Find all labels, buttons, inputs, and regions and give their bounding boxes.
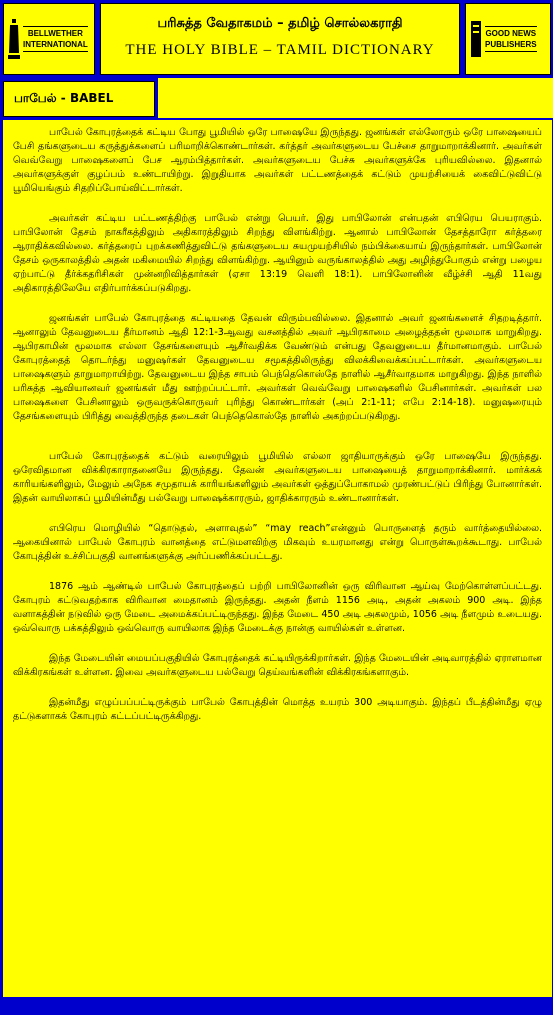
topic-frame [0,78,158,120]
right-logo-line1: GOOD NEWS [485,29,537,38]
content-frame [0,118,553,1015]
paragraph: இந்த மேடையின் மையப்பகுதியில் கோபுரத்தைக் கட்டியிருக்கிறார்கள். இந்த மேடையின் அடிவாரத்தில் ஏராளமான விக்கிரகங்கள் உள்ளன. இவை அவர்களுடைய பல்வேறு தெய்வங்களின் விக்கிரகங்களாகும். [13,653,542,678]
right-logo-text [485,26,537,52]
paragraph: எபிரெய மொழியில் “தொடுதல், அளாவுதல்” “may reach”என்னும் பொருளைத் தரும் வார்த்தையில்லை. ஆகையினால் பாபேல் கோபுரம் வானத்தை எட்டுமளவிற்கு மிகவும் உயரமானது என்று பொருள்கூறக்கூடாது. பாபேல் கோபுத்தின் உச்சிப்பகுதி வானங்களுக்கு அர்ப்பணிக்கப்பட்டது. [13,523,542,562]
publisher-logo-left [3,3,95,75]
left-logo-line2: INTERNATIONAL [23,40,88,49]
title-box [100,3,460,75]
right-logo-line2: PUBLISHERS [485,40,537,49]
topic-box [3,81,155,117]
article-body [3,120,552,997]
bellwether-icon [8,17,20,61]
publisher-logo-right [465,3,551,75]
paragraph: இதன்மீது எழுப்பப்பட்டிருக்கும் பாபேல் கோபுத்தின் மொத்த உயரம் 300 அடியாகும். இந்தப் பீடத்தின்மீது ஏழு தட்டுகளாகக் கோபுரம் கட்டப்பட்டிருக்கிறது. [13,697,542,722]
header-bar [0,0,553,78]
book-icon [470,17,482,61]
paragraph: பாபேல் கோபுரத்தைக் கட்டிய போது பூமியில் ஒரே பாஷையே இருந்தது. ஜனங்கள் எல்லோரும் ஒரே பாஷையைப் பேசி தங்களுடைய கருத்துக்களைப் பரிமாறிக்கொண்டார்கள். கர்த்தர் அவர்களுடைய பேச்சை தாறுமாறாக்கினார். அவர்கள் வெவ்வேறு பாஷைகளைப் பேச ஆரம்பித்தார்கள். அவர்களுடைய பேச்சு அவர்களுக்கே புரியவில்லை. இதனால் அவர்களுக்குள் குழப்பம் உண்டாயிற்று. இறுதியாக அவர்கள் பட்டணத்தைக் கட்டும் முயற்சியைக் கைவிட்டுவிட்டு பூமியெங்கும் சிதறிப்போய்விட்டார்கள். [13,127,542,194]
paragraph: 1876 ஆம் ஆண்டில் பாபேல் கோபுரத்தைப் பற்றி பாபிலோனின் ஒரு விரிவான ஆய்வு மேற்கொள்ளப்பட்டது. கோபுரம் கட்டுவதற்காக விரிவான மைதானம் இருந்தது. அதன் நீளம் 1156 அடி, அதன் அகலம் 900 அடி. இந்த வளாகத்தின் நடுவில் ஒரு மேடை அமைக்கப்பட்டிருந்தது. இந்த மேடை 450 அடி அகலமும், 1056 அடி நீளமும் உடையது. ஒவ்வொரு பக்கத்திலும் ஒவ்வொரு வாயிலாக இந்த மேடைக்கு நான்கு வாயில்கள் உள்ளன. [13,581,542,634]
left-logo-text [23,26,88,52]
left-logo-line1: BELLWETHER [27,29,83,38]
paragraph: அவர்கள் கட்டிய பட்டணத்திற்கு பாபேல் என்று பெயர். இது பாபிலோன் என்பதன் எபிரெய பெயராகும். பாபிலோன் தேசம் நாகரீகத்திலும் அதிகாரத்திலும் சிறந்து விளங்கிற்று. ஆனால் பாபிலோன் தேசத்தாரோ கர்த்தரை ஆராதிக்கவில்லை. கர்த்தரைப் புறக்கணித்துவிட்டு தங்களுடைய சுயமுயற்சியில் நம்பிக்கையாய் இருந்தார்கள். பாபிலோன் தேசம் ஒருகாலத்தில் அதன் மகிமையில் சிறந்து விளங்கிற்று. ஆயினும் வருங்காலத்தில் அது அழிந்துபோகும் என்று பழைய ஏற்பாட்டு தீர்க்கதரிசிகள் முன்னறிவித்தார்கள் (ஏசா 13:19 வெளி 18:1). பாபிலோனின் வீழ்ச்சி ஆதி 11வது அதிகாரத்திலேயே எதிர்பார்க்கப்படுகிறது. [13,213,542,294]
topic-title: பாபேல் - BABEL [14,91,114,105]
title-english: THE HOLY BIBLE – TAMIL DICTIONARY [125,42,435,58]
paragraph: பாபேல் கோபுரத்தைக் கட்டும் வரையிலும் பூமியில் எல்லா ஜாதியாருக்கும் ஒரே பாஷையே இருந்தது. ஒரேவிதமான விக்கிரகாராதனையே இருந்தது. தேவன் அவர்களுடைய பாஷையைத் தாறுமாறாக்கினார். மார்க்கக் காரியங்களிலும், மேலும் அநேக சமுதாயக் காரியங்களிலும் அவர்கள் ஒத்துப்போகாமல் முரண்பட்டுப் பிரிந்து போனார்கள். இதன் வாயிலாகப் பூமியின்மீது பல்வேறு பாஷைக்காரரும், ஜாதிக்காரரும் உண்டானார்கள். [13,451,542,504]
title-tamil: பரிசுத்த வேதாகமம் – தமிழ் சொல்லகராதி [157,16,403,31]
paragraph: ஜனங்கள் பாபேல் கோபுரத்தை கட்டியதை தேவன் விரும்பவில்லை. இதனால் அவர் ஜனங்களைச் சிதறடித்தார். ஆனாலும் தேவனுடைய தீர்மானம் ஆதி 12:1-3ஆவது வசனத்தில் அவர் ஆபிரகாமை அழைத்ததன் மூலமாக மாறுகிறது. ஆபிரகாமின் மூலமாக எல்லா தேசங்களையும் ஆசீர்வதிக்க வேண்டும் என்பது தேவனுடைய தீர்மானமாகும். பாபேல் கோபுரத்தைத் தொடர்ந்து மனுஷர்கள் தேவனுடைய சமூகத்திலிருந்து விலக்கிவைக்கப்பட்டார்கள். அவர்களுடைய பாஷைகளும் தாறுமாறாயிற்று. தேவனுடைய இந்த சாபம் பெந்தெகொஸ்தே நாளில் ஆசீர்வாதமாக மாறுகிறது. இந்த நாளில் பரிசுத்த ஆவியானவர் ஜனங்கள் மீது ஊற்றப்பட்டார். அவர்கள் வெவ்வேறு பாஷைகளில் பேசினார்கள். அவர்கள் பல பாஷைகளை பேசினாலும் ஒருவருக்கொருவர் புரிந்து கொண்டார்கள் (அப் 2:1-11; எபே 2:14-18). மனுஷரையும் தேசங்களையும் பிரித்து வைத்திருந்த தடைகள் பெந்தெகொஸ்தே நாளில் அகற்றப்படுகிறது. [13,313,542,422]
